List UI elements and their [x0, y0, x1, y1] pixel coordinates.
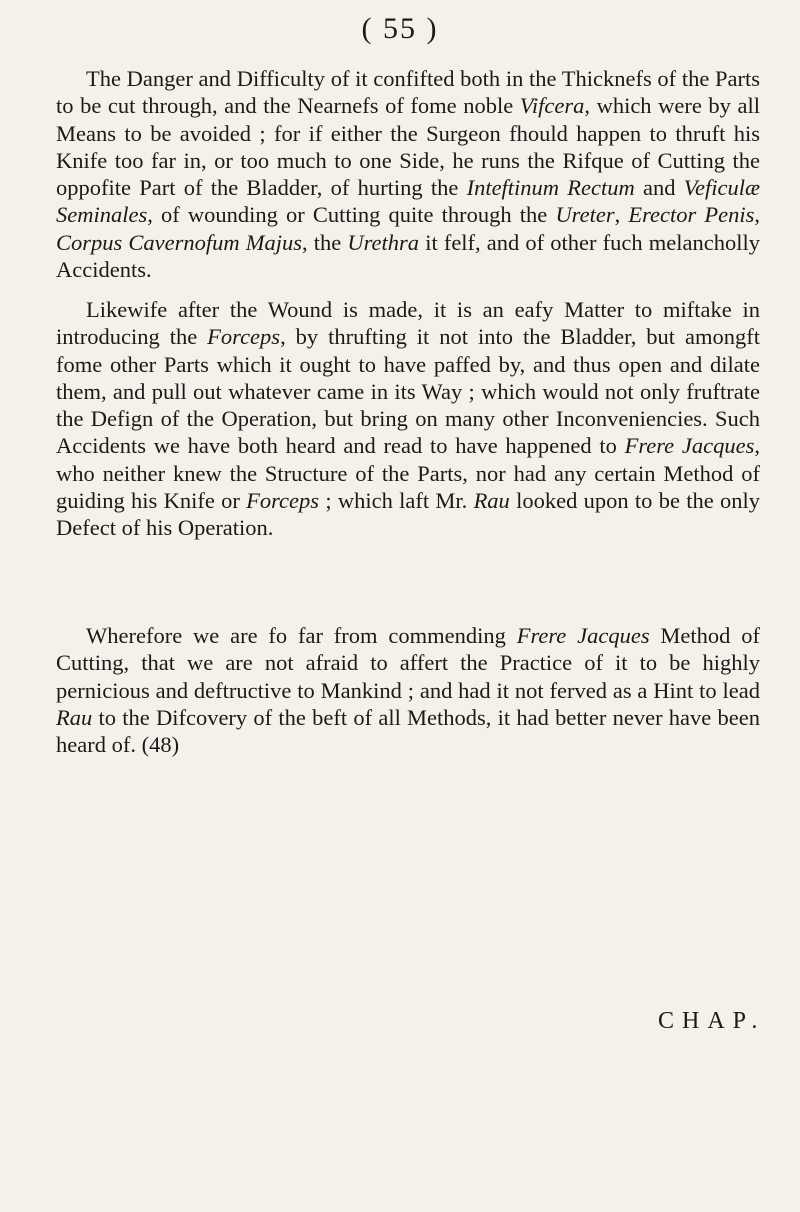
italic-term: Rau	[56, 704, 93, 730]
italic-term: Vifcera	[519, 93, 585, 119]
italic-term: Forceps	[246, 488, 320, 514]
italic-term: Corpus Cavernofum Majus	[56, 229, 303, 255]
text-run: to the Difcovery of the beft of all Methods, it had better never have been heard of. (48)	[56, 704, 760, 758]
catchword: CHAP.	[658, 1008, 766, 1034]
italic-term: Frere Jacques	[624, 433, 755, 459]
text-run: ; which laft Mr.	[319, 488, 474, 514]
text-run: ,	[754, 202, 761, 228]
italic-term: Veficulæ Seminales	[56, 175, 760, 228]
text-run: The Danger and Difficulty of it confifted both in the Thicknefs of the Parts to be cut through, and the Nearnefs of fome noble	[56, 66, 760, 119]
text-run: Wherefore we are fo far from commending	[86, 623, 517, 648]
paragraph-1	[56, 65, 760, 283]
italic-term: Inteftinum Rectum	[466, 175, 635, 201]
italic-term: Urethra	[347, 229, 420, 255]
text-run: Likewife after the Wound is made, it is an eafy Matter to miftake in introducing the	[56, 297, 760, 350]
text-run: and	[634, 175, 684, 201]
text-run: , by thrufting it not into the Bladder, but amongft fome other Parts which it ought to have paffed by, and thus open and dilate them, and pull out whatever came in its Way ; which would not only fruftrate the Defign of the Operation, but bring on many other Inconveniencies. Such Accidents we have both heard and read to have happened to	[56, 324, 760, 459]
text-run: ,	[614, 202, 629, 228]
italic-term: Rau	[473, 488, 510, 514]
text-run: , who neither knew the Structure of the Parts, nor had any certain Method of guiding his Knife or	[56, 433, 760, 514]
text-run: looked upon to be the only Defect of his Operation.	[56, 488, 760, 541]
italic-term: Ureter	[555, 202, 615, 228]
text-run: it felf, and of other fuch melancholly Accidents.	[56, 229, 760, 283]
italic-term: Erector Penis	[628, 202, 755, 228]
italic-term: Frere Jacques	[516, 623, 650, 648]
text-run: , of wounding or Cutting quite through the	[147, 202, 556, 228]
text-run: Method of Cutting, that we are not afraid to affert the Practice of it to be highly pernicious and deftructive to Mankind ; and had it not ferved as a Hint to lead	[56, 623, 760, 703]
italic-term: Forceps	[207, 324, 281, 350]
paragraph-2	[56, 296, 760, 542]
paragraph-3	[56, 622, 760, 758]
text-run: , which were by all Means to be avoided ; for if either the Surgeon fhould happen to thruft his Knife too far in, or too much to one Side, he runs the Rifque of Cutting the oppofite Part of the Bladder, of hurting the	[56, 93, 760, 201]
text-run: , the	[302, 229, 348, 255]
page-number: ( 55 )	[361, 12, 439, 45]
